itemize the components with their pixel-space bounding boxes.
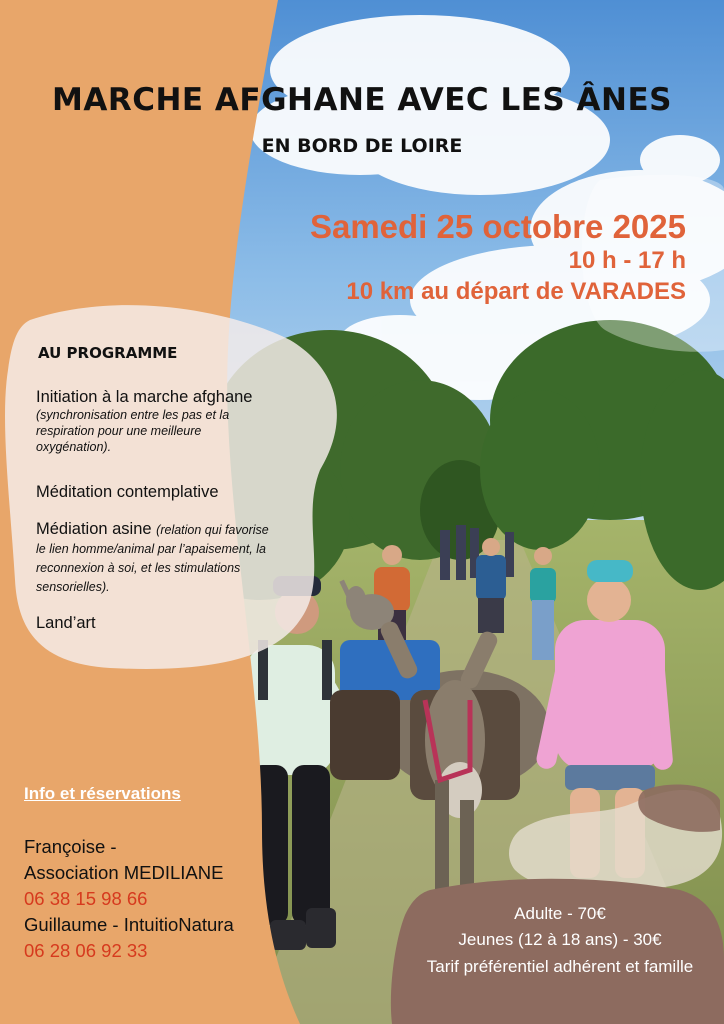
contact-name: Françoise -: [24, 836, 117, 857]
program-item: [36, 388, 306, 455]
program-heading: AU PROGRAMME: [38, 344, 178, 362]
event-date: Samedi 25 octobre 2025: [309, 208, 686, 245]
info-heading: Info et réservations: [24, 784, 181, 803]
contact-org: Association MEDILIANE: [24, 862, 224, 883]
price-adult: Adulte - 70€: [514, 904, 606, 923]
contact-phone[interactable]: 06 28 06 92 33: [24, 940, 148, 961]
price-preferential: Tarif préférentiel adhérent et famille: [426, 957, 694, 976]
program-item: [36, 614, 306, 633]
event-time: 10 h - 17 h: [568, 247, 686, 274]
page-subtitle: EN BORD DE LOIRE: [261, 135, 463, 157]
program-item: [36, 483, 306, 502]
program-item: [36, 520, 281, 596]
price-youth: Jeunes (12 à 18 ans) - 30€: [458, 930, 662, 949]
program-item-label: Land’art: [36, 614, 96, 632]
contact-phone[interactable]: 06 38 15 98 66: [24, 888, 148, 909]
contact-name: Guillaume - IntuitioNatura: [24, 914, 234, 935]
program-item-label: Médiation asine: [36, 520, 152, 538]
program-item-label: Initiation à la marche afghane: [36, 388, 253, 406]
program-item-label: Méditation contemplative: [36, 483, 219, 501]
event-place: 10 km au départ de VARADES: [346, 278, 686, 305]
page-title: MARCHE AFGHANE AVEC LES ÂNES: [52, 82, 672, 118]
program-item-detail: (relation qui favorise le lien homme/animal par l’apaisement, la reconnexion à soi, et les stimulations sensorielles).: [36, 523, 269, 594]
program-item-detail: (synchronisation entre les pas et la respiration pour une meilleure oxygénation).: [36, 408, 230, 454]
